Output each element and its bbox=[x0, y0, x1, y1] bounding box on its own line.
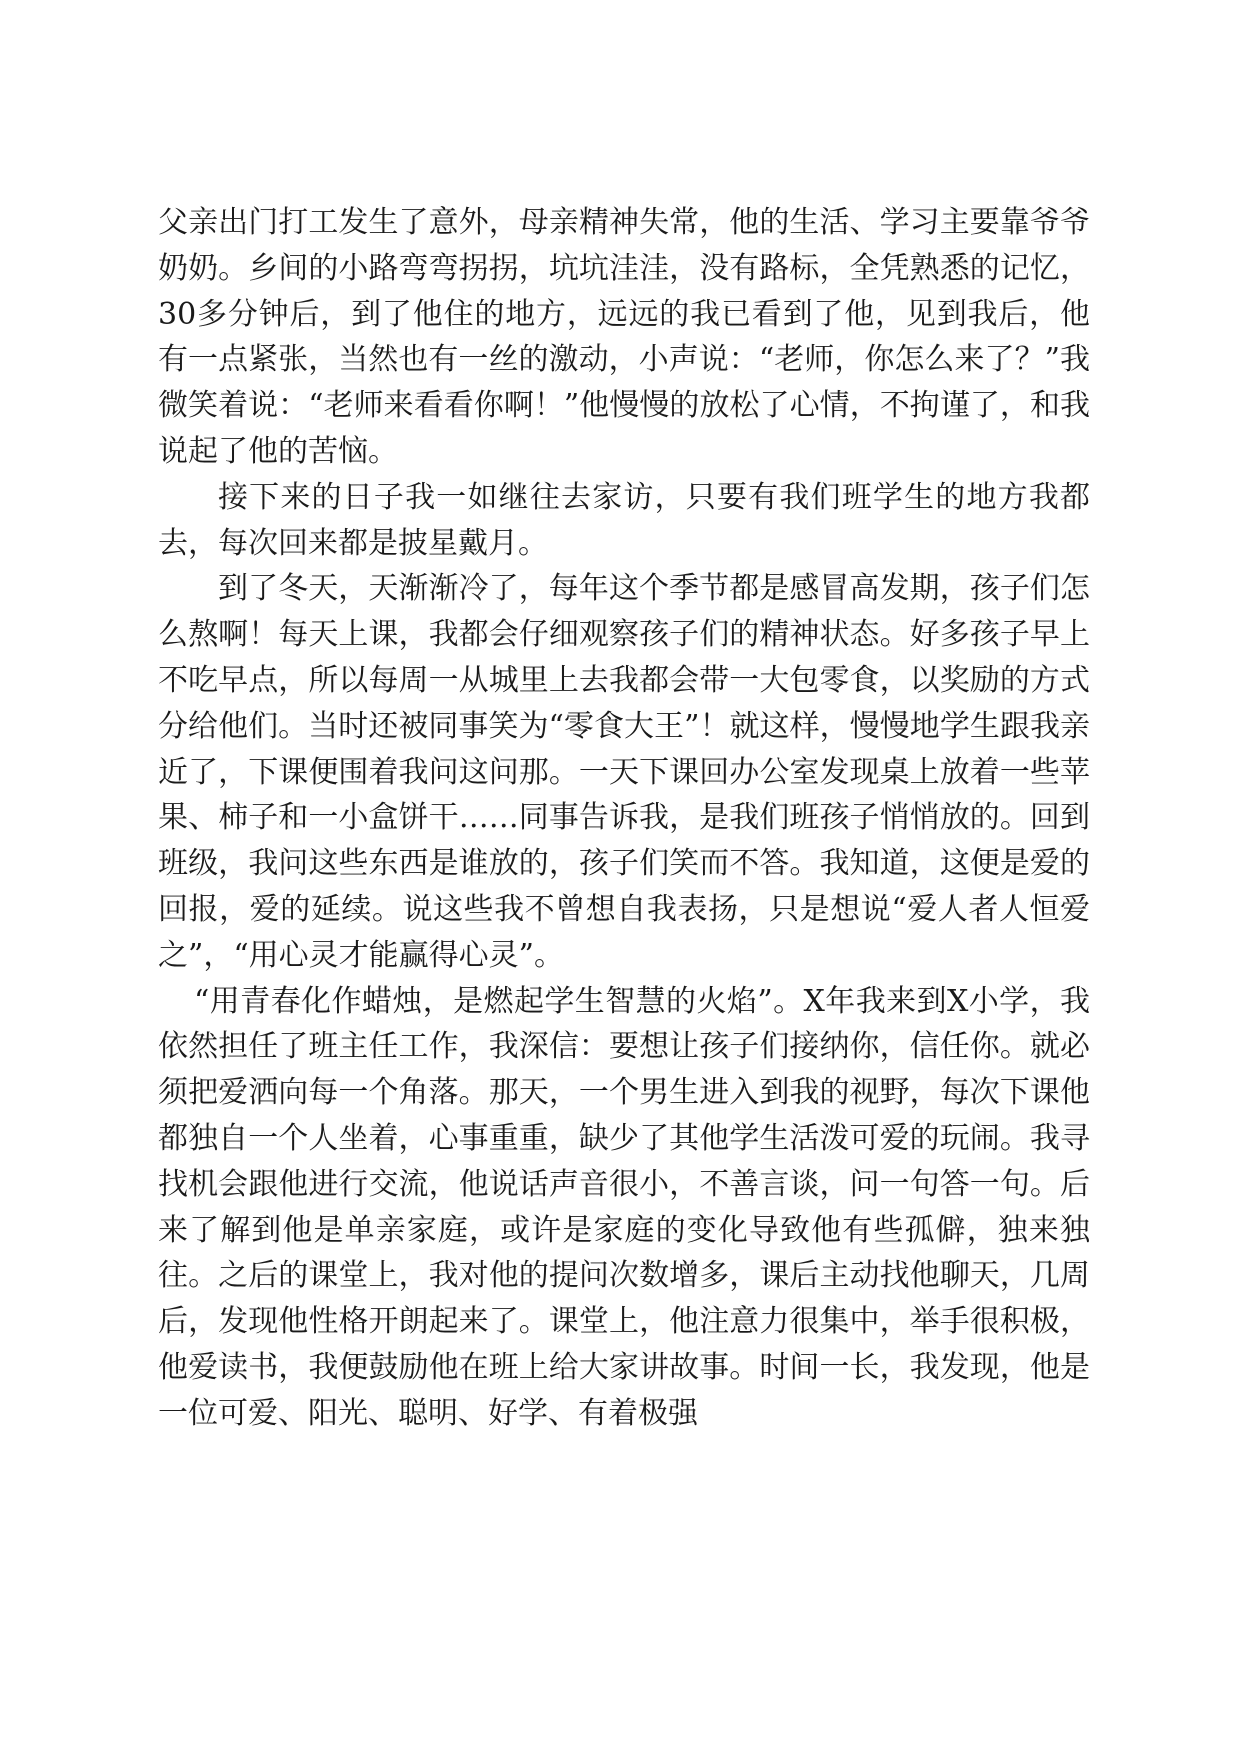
document-body bbox=[158, 200, 1090, 1437]
paragraph-2: 接下来的日子我一如继往去家访，只要有我们班学生的地方我都去，每次回来都是披星戴月。 bbox=[158, 479, 1090, 561]
paragraph-4: “用青春化作蜡烛，是燃起学生智慧的火焰”。X年我来到X小学，我依然担任了班主任工作，我深信：要想让孩子们接纳你，信任你。就必须把爱洒向每一个角落。那天，一个男生进入到我的视野，每次下课他都独自一个人坐着，心事重重，缺少了其他学生活泼可爱的玩闹。我寻找机会跟他进行交流，他说话声音很小，不善言谈，问一句答一句。后来了解到他是单亲家庭，或许是家庭的变化导致他有些孤僻，独来独往。之后的课堂上，我对他的提问次数增多，课后主动找他聊天，几周后，发现他性格开朗起来了。课堂上，他注意力很集中，举手很积极，他爱读书，我便鼓励他在班上给大家讲故事。时间一长，我发现，他是一位可爱、阳光、聪明、好学、有着极强 bbox=[158, 983, 1090, 1431]
paragraph-3: 到了冬天，天渐渐冷了，每年这个季节都是感冒高发期，孩子们怎么熬啊！每天上课，我都会仔细观察孩子们的精神状态。好多孩子早上不吃早点，所以每周一从城里上去我都会带一大包零食，以奖励的方式分给他们。当时还被同事笑为“零食大王”！就这样，慢慢地学生跟我亲近了，下课便围着我问这问那。一天下课回办公室发现桌上放着一些苹果、柿子和一小盒饼干……同事告诉我，是我们班孩子悄悄放的。回到班级，我问这些东西是谁放的，孩子们笑而不答。我知道，这便是爱的回报，爱的延续。说这些我不曾想自我表扬，只是想说“爱人者人恒爱之”，“用心灵才能赢得心灵”。 bbox=[158, 571, 1090, 973]
paragraph-1: 父亲出门打工发生了意外，母亲精神失常，他的生活、学习主要靠爷爷奶奶。乡间的小路弯弯拐拐，坑坑洼洼，没有路标，全凭熟悉的记忆，30多分钟后，到了他住的地方，远远的我已看到了他，见到我后，他有一点紧张，当然也有一丝的激动，小声说：“老师，你怎么来了？”我微笑着说：“老师来看看你啊！”他慢慢的放松了心情，不拘谨了，和我说起了他的苦恼。 bbox=[158, 205, 1090, 469]
